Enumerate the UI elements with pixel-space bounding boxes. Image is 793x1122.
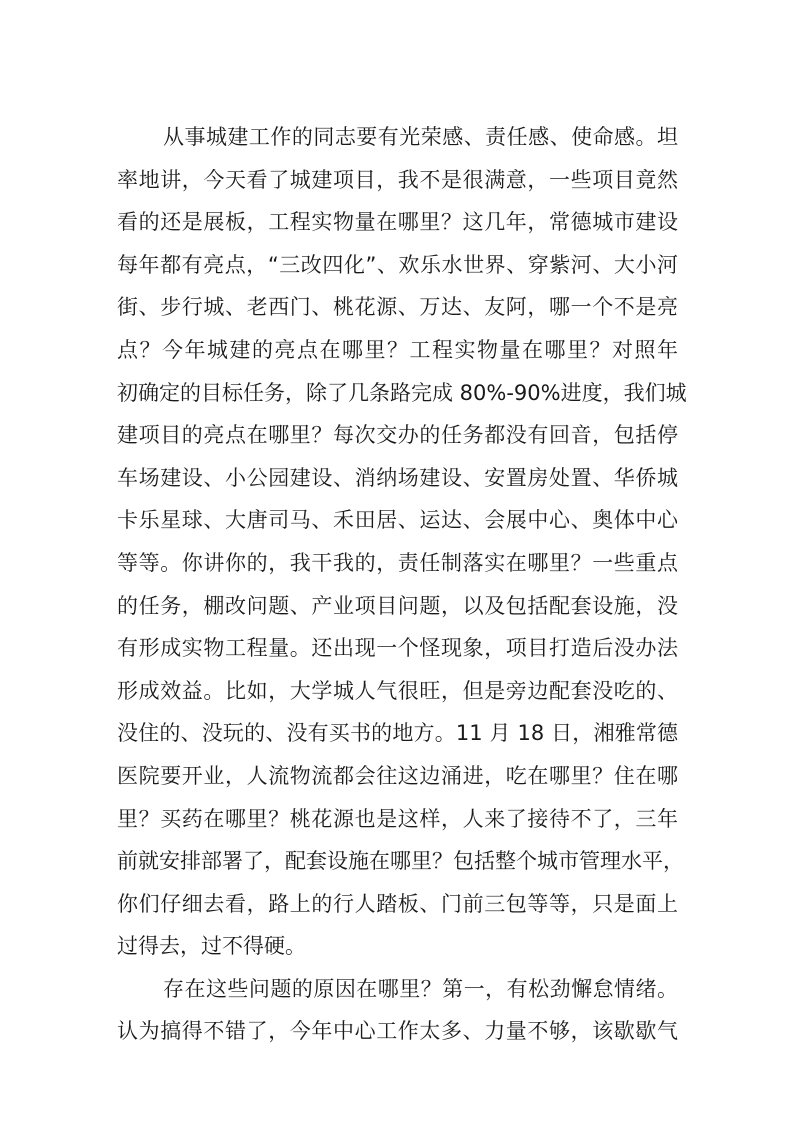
- text-line: 街、步行城、老西门、桃花源、万达、友阿，哪一个不是亮: [117, 295, 678, 320]
- text-line: 里？买药在哪里？桃花源也是这样，人来了接待不了，三年: [117, 806, 678, 831]
- text-line: 看的还是展板，工程实物量在哪里？这几年，常德城市建设: [117, 210, 678, 235]
- text-line: 形成效益。比如，大学城人气很旺，但是旁边配套没吃的、: [117, 678, 678, 703]
- text-line: 的任务，棚改问题、产业项目问题，以及包括配套设施，没: [117, 593, 678, 618]
- text-line: 存在这些问题的原因在哪里？第一，有松劲懈怠情绪。: [163, 976, 678, 1001]
- text-line: 等等。你讲你的，我干我的，责任制落实在哪里？一些重点: [117, 550, 678, 575]
- text-line: 医院要开业，人流物流都会往这边涌进，吃在哪里？住在哪: [117, 763, 678, 788]
- text-line: 你们仔细去看，路上的行人踏板、门前三包等等，只是面上: [117, 891, 678, 916]
- text-line: 每年都有亮点，“三改四化”、欢乐水世界、穿紫河、大小河: [117, 252, 678, 277]
- text-line: 建项目的亮点在哪里？每次交办的任务都没有回音，包括停: [117, 423, 678, 448]
- text-line: 点？今年城建的亮点在哪里？工程实物量在哪里？对照年: [117, 337, 678, 362]
- text-line: 没住的、没玩的、没有买书的地方。11 月 18 日，湘雅常德: [117, 721, 678, 746]
- text-line: 卡乐星球、大唐司马、禾田居、运达、会展中心、奥体中心: [117, 508, 678, 533]
- text-line: 有形成实物工程量。还出现一个怪现象，项目打造后没办法: [117, 636, 678, 661]
- text-line: 过得去，过不得硬。: [117, 934, 306, 959]
- text-line: 从事城建工作的同志要有光荣感、责任感、使命感。坦: [163, 125, 678, 149]
- text-line: 初确定的目标任务，除了几条路完成 80%-90%进度，我们城: [117, 380, 687, 405]
- text-line: 车场建设、小公园建设、消纳场建设、安置房处置、华侨城: [117, 465, 678, 490]
- text-line: 认为搞得不错了，今年中心工作太多、力量不够，该歇歇气: [117, 1019, 678, 1044]
- text-line: 率地讲，今天看了城建项目，我不是很满意，一些项目竟然: [117, 167, 678, 192]
- text-line: 前就安排部署了，配套设施在哪里？包括整个城市管理水平，: [117, 849, 684, 874]
- paragraph: [117, 116, 687, 968]
- paragraph: [117, 968, 678, 1053]
- document-page: [117, 116, 687, 1053]
